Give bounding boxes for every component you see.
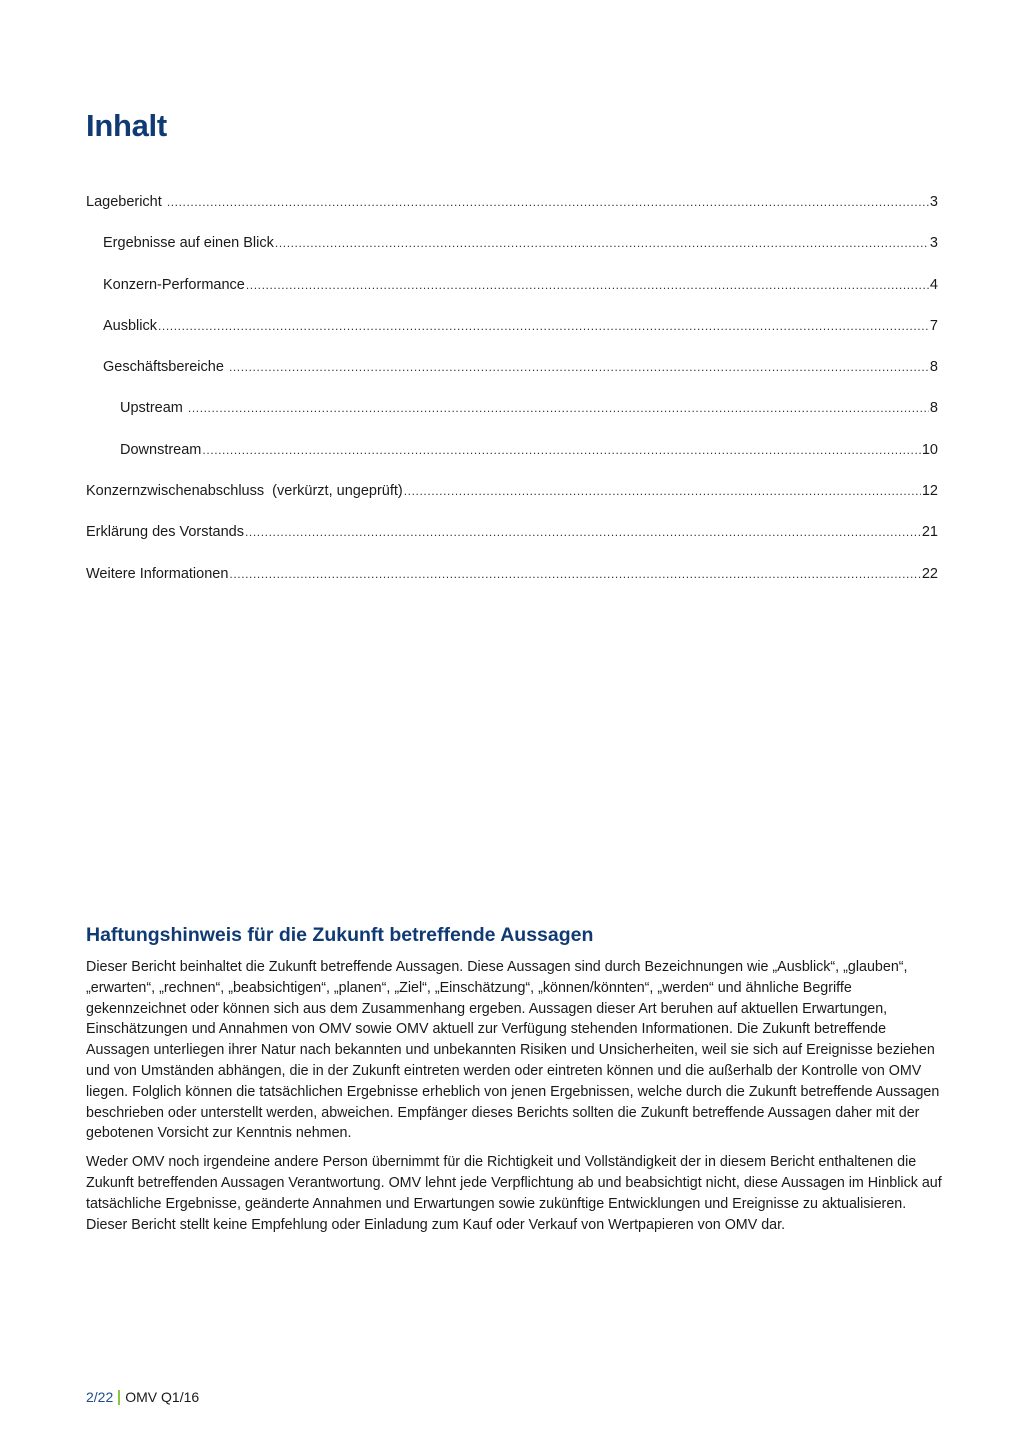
toc-entry-label: Weitere Informationen [86, 565, 229, 582]
document-label: OMV Q1/16 [125, 1389, 200, 1405]
toc-entry-ausblick[interactable] [86, 318, 938, 359]
toc-entry-erklaerung-vorstand[interactable] [86, 524, 938, 565]
page-footer [86, 1389, 199, 1405]
toc-entry-geschaeftsbereiche[interactable] [86, 359, 938, 400]
toc-entry-label: Ausblick [103, 317, 157, 334]
dot-leader [229, 360, 929, 374]
toc-entry-label: Ergebnisse auf einen Blick [103, 235, 274, 252]
dot-leader [188, 401, 929, 415]
disclaimer-heading: Haftungshinweis für die Zukunft betreffende Aussagen [86, 924, 594, 946]
page-indicator: 2/22 [86, 1389, 114, 1405]
toc-entry-upstream[interactable] [86, 400, 938, 441]
toc-entry-page: 8 [929, 400, 938, 417]
toc-entry-page: 8 [929, 359, 938, 376]
toc-entry-label: Lagebericht [86, 194, 166, 210]
dot-leader [404, 484, 921, 498]
dot-leader [246, 278, 929, 292]
toc-entry-page: 21 [921, 524, 938, 541]
dot-leader [275, 236, 929, 250]
dot-leader [167, 195, 929, 209]
toc-entry-lagebericht[interactable] [86, 194, 938, 235]
toc-entry-label: Konzernzwischenabschluss (verkürzt, ungeprüft) [86, 483, 403, 500]
footer-separator [118, 1390, 120, 1405]
toc-entry-label: Geschäftsbereiche [103, 359, 228, 376]
dot-leader [229, 567, 920, 581]
toc-entry-page: 7 [929, 317, 938, 334]
table-of-contents [86, 194, 938, 607]
toc-entry-label: Erklärung des Vorstands [86, 524, 244, 541]
toc-entry-label: Konzern-Performance [103, 276, 245, 293]
toc-entry-page: 22 [921, 565, 938, 582]
toc-entry-label: Upstream [120, 400, 187, 417]
toc-entry-page: 3 [929, 194, 938, 210]
dot-leader [202, 443, 920, 457]
toc-entry-page: 10 [921, 441, 938, 458]
toc-entry-page: 4 [929, 276, 938, 293]
toc-entry-downstream[interactable] [86, 442, 938, 483]
toc-entry-label: Downstream [120, 441, 202, 458]
dot-leader [158, 319, 929, 333]
toc-entry-page: 3 [929, 235, 938, 252]
dot-leader [245, 525, 921, 539]
disclaimer-paragraph: Weder OMV noch irgendeine andere Person übernimmt für die Richtigkeit und Vollständigkeit der in diesem Bericht enthaltenen die Zukunft betreffenden Aussagen Verantwortung. OMV lehnt jede Verpflichtung ab und beabsichtigt nicht, diese Aussagen im Hinblick auf tatsächliche Ergebnisse, geänderte Annahmen und Erwartungen sowie zukünftige Entwicklungen und Ereignisse zu aktualisieren. Dieser Bericht stellt keine Empfehlung oder Einladung zum Kauf oder Verkauf von Wertpapieren von OMV dar. [86, 1154, 942, 1233]
page-title: Inhalt [86, 108, 167, 143]
toc-entry-page: 12 [921, 483, 938, 500]
toc-entry-ergebnisse[interactable] [86, 235, 938, 276]
toc-entry-weitere-informationen[interactable] [86, 566, 938, 607]
disclaimer-section [86, 924, 946, 1243]
toc-entry-konzern-performance[interactable] [86, 277, 938, 318]
toc-entry-konzernzwischenabschluss[interactable] [86, 483, 938, 524]
disclaimer-paragraph: Dieser Bericht beinhaltet die Zukunft betreffende Aussagen. Diese Aussagen sind durch Bezeichnungen wie „Ausblick“, „glauben“, „erwarten“, „rechnen“, „beabsichtigen“, „planen“, „Ziel“, „Einschätzung“, „können/könnten“, „werden“ und ähnliche Begriffe gekennzeichnet oder können sich aus dem Zusammenhang ergeben. Aussagen dieser Art beruhen auf aktuellen Erwartungen, Einschätzungen und Annahmen von OMV sowie OMV aktuell zur Verfügung stehenden Informationen. Die Zukunft betreffende Aussagen unterliegen ihrer Natur nach bekannten und unbekannten Risiken und Unsicherheiten, weil sie sich auf Ereignisse beziehen und von Umständen abhängen, die in der Zukunft eintreten werden oder eintreten können und die außerhalb der Kontrolle von OMV liegen. Folglich können die tatsächlichen Ergebnisse erheblich von jenen Ergebnissen, welche durch die Zukunft betreffende Aussagen beschrieben oder unterstellt werden, abweichen. Empfänger dieses Berichts sollten die Zukunft betreffende Aussagen daher mit der gebotenen Vorsicht zur Kenntnis nehmen. [86, 959, 940, 1142]
